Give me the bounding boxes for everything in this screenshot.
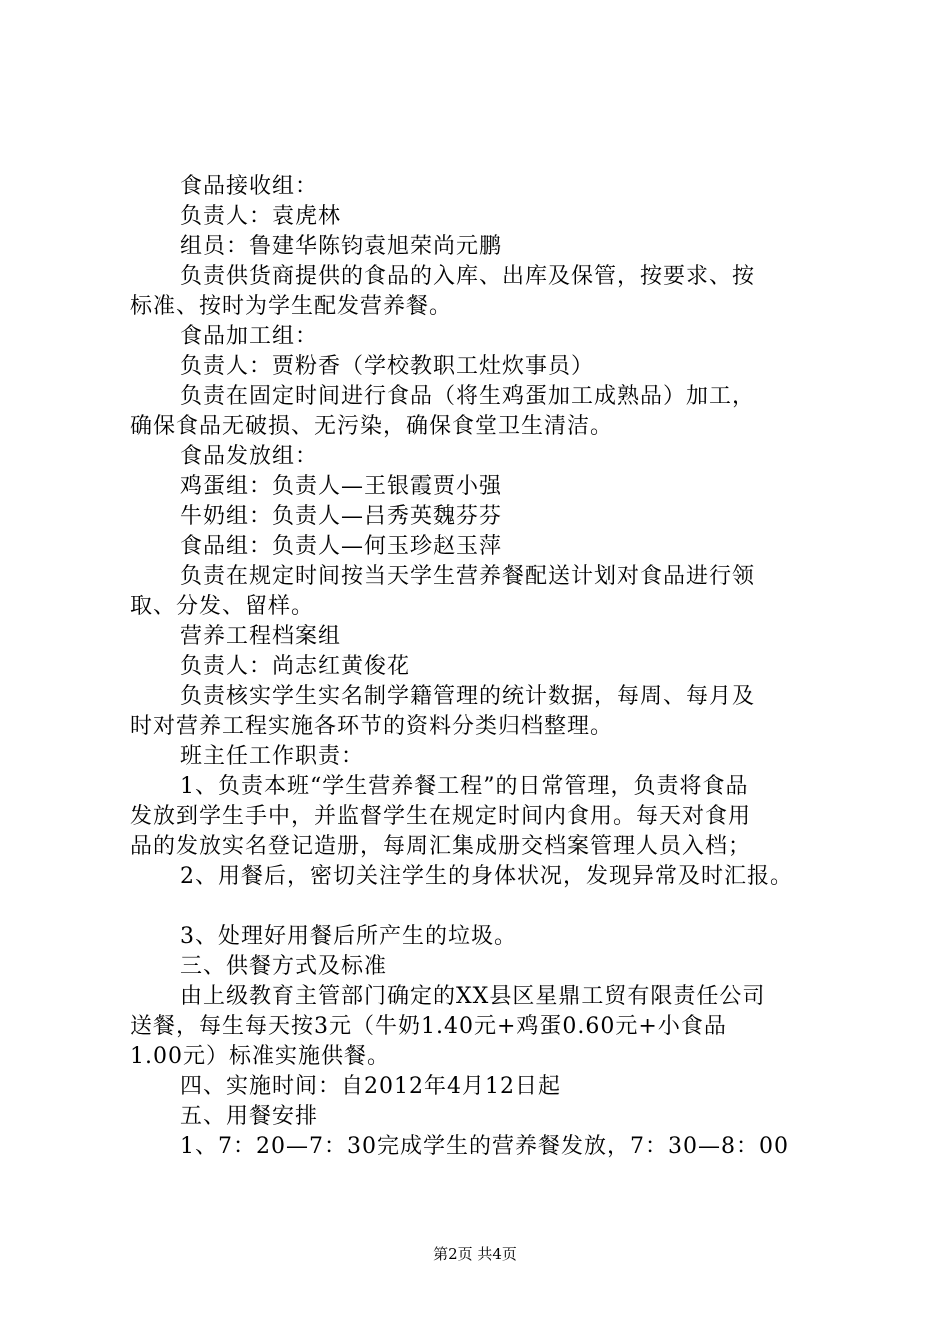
paragraph-line: 2、用餐后，密切关注学生的身体状况，发现异常及时汇报。 [180, 864, 793, 889]
paragraph-line: 1、负责本班“学生营养餐工程”的日常管理，负责将食品 [180, 774, 749, 799]
paragraph-line: 负责人：尚志红黄俊花 [180, 654, 411, 679]
paragraph-line: 负责在固定时间进行食品（将生鸡蛋加工成熟品）加工， [180, 384, 756, 409]
paragraph-line: 食品接收组： [180, 174, 319, 199]
paragraph-line: 负责人：贾粉香（学校教职工灶炊事员） [180, 354, 595, 379]
blank-line [130, 892, 838, 922]
paragraph-line: 1、7：20—7：30完成学生的营养餐发放，7：30—8：00 [180, 1134, 789, 1159]
paragraph-line: 负责在规定时间按当天学生营养餐配送计划对食品进行领 [180, 564, 756, 589]
paragraph-line: 班主任工作职责： [180, 744, 365, 769]
page-footer: 第2页 共4页 [433, 1245, 517, 1263]
paragraph-line: 营养工程档案组 [180, 624, 342, 649]
paragraph-line: 发放到学生手中，并监督学生在规定时间内食用。每天对食用 [130, 804, 752, 829]
paragraph-line: 负责核实学生实名制学籍管理的统计数据，每周、每月及 [180, 684, 756, 709]
paragraph-line: 鸡蛋组：负责人—王银霞贾小强 [180, 474, 503, 499]
paragraph-line: 牛奶组：负责人—吕秀英魏芬芬 [180, 504, 503, 529]
paragraph-line: 由上级教育主管部门确定的XX县区星鼎工贸有限责任公司 [180, 984, 766, 1009]
paragraph-line: 食品组：负责人—何玉珍赵玉萍 [180, 534, 503, 559]
paragraph-line: 送餐，每生每天按3元（牛奶1.40元+鸡蛋0.60元+小食品 [130, 1014, 727, 1039]
paragraph-line: 五、用餐安排 [180, 1104, 319, 1129]
paragraph-line: 3、处理好用餐后所产生的垃圾。 [180, 924, 517, 949]
paragraph-line: 品的发放实名登记造册，每周汇集成册交档案管理人员入档； [130, 834, 752, 859]
paragraph-line: 负责人：袁虎林 [180, 204, 342, 229]
paragraph-line: 负责供货商提供的食品的入库、出库及保管，按要求、按 [180, 264, 756, 289]
paragraph-line: 1.00元）标准实施供餐。 [130, 1044, 390, 1069]
paragraph-line: 标准、按时为学生配发营养餐。 [130, 294, 453, 319]
paragraph-line: 确保食品无破损、无污染，确保食堂卫生清洁。 [130, 414, 614, 439]
paragraph-line: 三、供餐方式及标准 [180, 954, 388, 979]
document-body [130, 172, 838, 1162]
paragraph-line: 时对营养工程实施各环节的资料分类归档整理。 [130, 714, 614, 739]
paragraph-line: 食品发放组： [180, 444, 319, 469]
paragraph-line: 组员：鲁建华陈钧袁旭荣尚元鹏 [180, 234, 503, 259]
paragraph-line: 食品加工组： [180, 324, 319, 349]
paragraph-line: 取、分发、留样。 [130, 594, 315, 619]
paragraph-line: 四、实施时间：自2012年4月12日起 [180, 1074, 561, 1099]
